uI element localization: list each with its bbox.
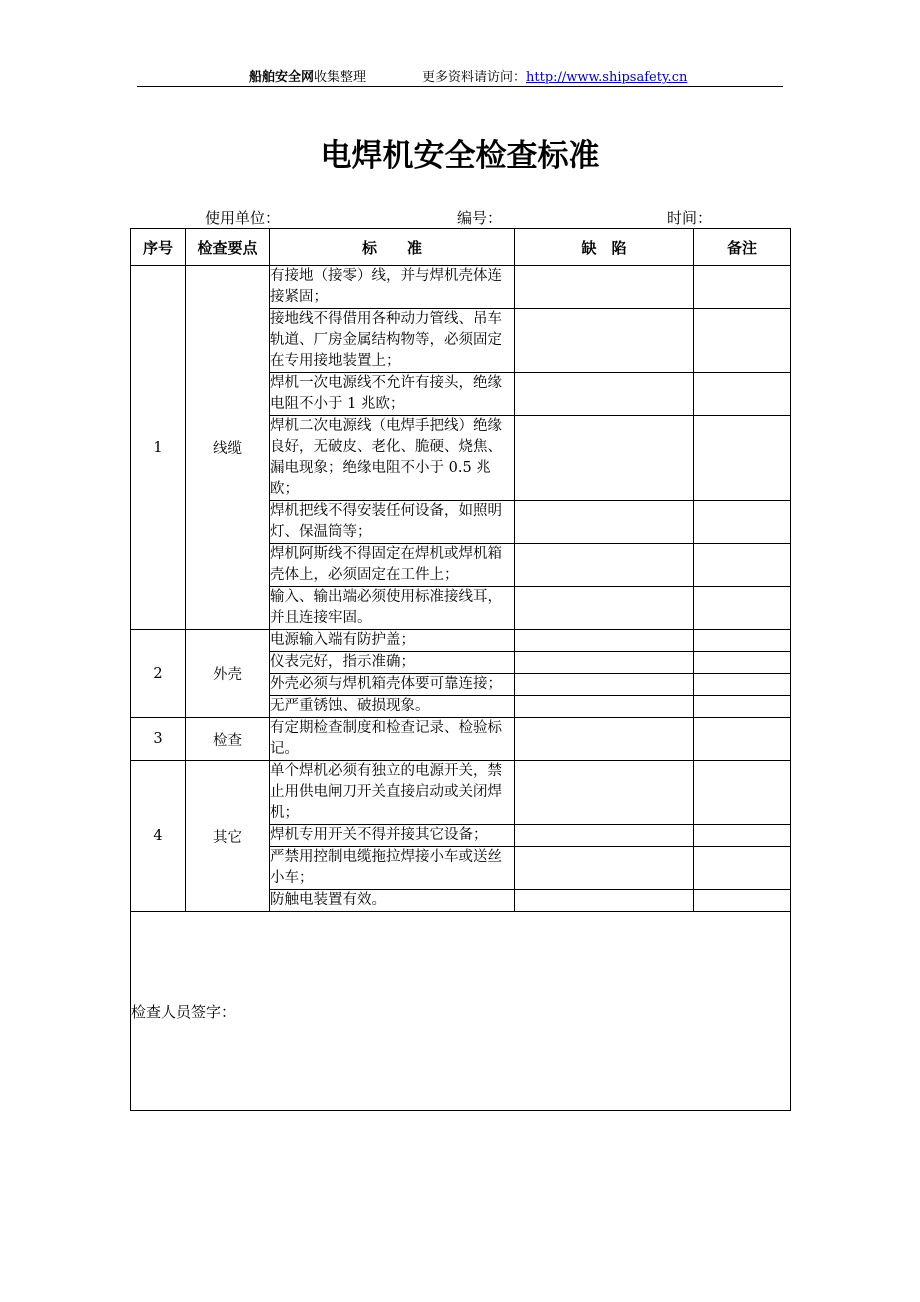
defect-cell[interactable] [515, 761, 694, 825]
table-row [131, 630, 791, 652]
note-cell[interactable] [694, 587, 791, 630]
note-cell[interactable] [694, 847, 791, 890]
seq-cell: 4 [131, 761, 186, 912]
note-cell[interactable] [694, 674, 791, 696]
standard-cell: 外壳必须与焊机箱壳体要可靠连接； [270, 674, 515, 696]
check-point-cell: 其它 [186, 761, 270, 912]
standard-cell: 接地线不得借用各种动力管线、吊车轨道、厂房金属结构物等，必须固定在专用接地装置上； [270, 309, 515, 373]
note-cell[interactable] [694, 544, 791, 587]
defect-cell[interactable] [515, 696, 694, 718]
sign-cell[interactable] [131, 912, 791, 1111]
number-label: 编号： [457, 209, 503, 227]
defect-cell[interactable] [515, 674, 694, 696]
table-row [131, 718, 791, 761]
standard-cell: 防触电装置有效。 [270, 890, 515, 912]
defect-cell[interactable] [515, 266, 694, 309]
defect-cell[interactable] [515, 544, 694, 587]
note-cell[interactable] [694, 652, 791, 674]
standard-cell: 有定期检查制度和检查记录、检验标记。 [270, 718, 515, 761]
defect-cell[interactable] [515, 847, 694, 890]
standard-cell: 严禁用控制电缆拖拉焊接小车或送丝小车； [270, 847, 515, 890]
table-row [131, 266, 791, 309]
standard-cell: 焊机二次电源线（电焊手把线）绝缘良好，无破皮、老化、脆硬、烧焦、漏电现象；绝缘电阻不小于 0.5 兆欧； [270, 416, 515, 501]
note-cell[interactable] [694, 825, 791, 847]
defect-cell[interactable] [515, 309, 694, 373]
table-header-row [131, 229, 791, 266]
note-cell[interactable] [694, 373, 791, 416]
standard-cell: 输入、输出端必须使用标准接线耳，并且连接牢固。 [270, 587, 515, 630]
note-cell[interactable] [694, 309, 791, 373]
collect-text: 收集整理 [314, 70, 367, 85]
site-name: 船舶安全网 [249, 70, 315, 85]
table-row [131, 761, 791, 825]
page-header [137, 64, 783, 87]
defect-cell[interactable] [515, 718, 694, 761]
header-seq: 序号 [131, 229, 186, 266]
note-cell[interactable] [694, 890, 791, 912]
standard-cell: 仪表完好，指示准确； [270, 652, 515, 674]
sign-label: 检查人员签字： [131, 1002, 237, 1021]
defect-cell[interactable] [515, 630, 694, 652]
defect-cell[interactable] [515, 652, 694, 674]
site-link[interactable]: http://www.shipsafety.cn [526, 70, 688, 85]
defect-cell[interactable] [515, 501, 694, 544]
standard-cell: 电源输入端有防护盖； [270, 630, 515, 652]
sign-row [131, 912, 791, 1111]
standard-cell: 单个焊机必须有独立的电源开关，禁止用供电闸刀开关直接启动或关闭焊机； [270, 761, 515, 825]
standard-cell: 焊机阿斯线不得固定在焊机或焊机箱壳体上，必须固定在工件上； [270, 544, 515, 587]
note-cell[interactable] [694, 501, 791, 544]
defect-cell[interactable] [515, 373, 694, 416]
seq-cell: 3 [131, 718, 186, 761]
note-cell[interactable] [694, 266, 791, 309]
defect-cell[interactable] [515, 416, 694, 501]
table-body [131, 266, 791, 912]
header-defect: 缺 陷 [515, 229, 694, 266]
inspection-table [130, 228, 791, 1111]
defect-cell[interactable] [515, 825, 694, 847]
defect-cell[interactable] [515, 587, 694, 630]
standard-cell: 有接地（接零）线，并与焊机壳体连接紧固； [270, 266, 515, 309]
standard-cell: 焊机一次电源线不允许有接头，绝缘电阻不小于 1 兆欧； [270, 373, 515, 416]
header-point: 检查要点 [186, 229, 270, 266]
header-more [422, 66, 687, 85]
standard-cell: 焊机把线不得安装任何设备，如照明灯、保温筒等； [270, 501, 515, 544]
time-label: 时间： [667, 209, 713, 227]
check-point-cell: 检查 [186, 718, 270, 761]
more-text: 更多资料请访问： [422, 70, 527, 85]
defect-cell[interactable] [515, 890, 694, 912]
seq-cell: 2 [131, 630, 186, 718]
check-point-cell: 线缆 [186, 266, 270, 630]
header-site [249, 66, 366, 85]
header-standard: 标 准 [270, 229, 515, 266]
page-title: 电焊机安全检查标准 [320, 138, 600, 174]
note-cell[interactable] [694, 761, 791, 825]
note-cell[interactable] [694, 416, 791, 501]
check-point-cell: 外壳 [186, 630, 270, 718]
header-note: 备注 [694, 229, 791, 266]
unit-label: 使用单位： [205, 209, 281, 227]
standard-cell: 焊机专用开关不得并接其它设备； [270, 825, 515, 847]
note-cell[interactable] [694, 718, 791, 761]
seq-cell: 1 [131, 266, 186, 630]
note-cell[interactable] [694, 630, 791, 652]
standard-cell: 无严重锈蚀、破损现象。 [270, 696, 515, 718]
note-cell[interactable] [694, 696, 791, 718]
